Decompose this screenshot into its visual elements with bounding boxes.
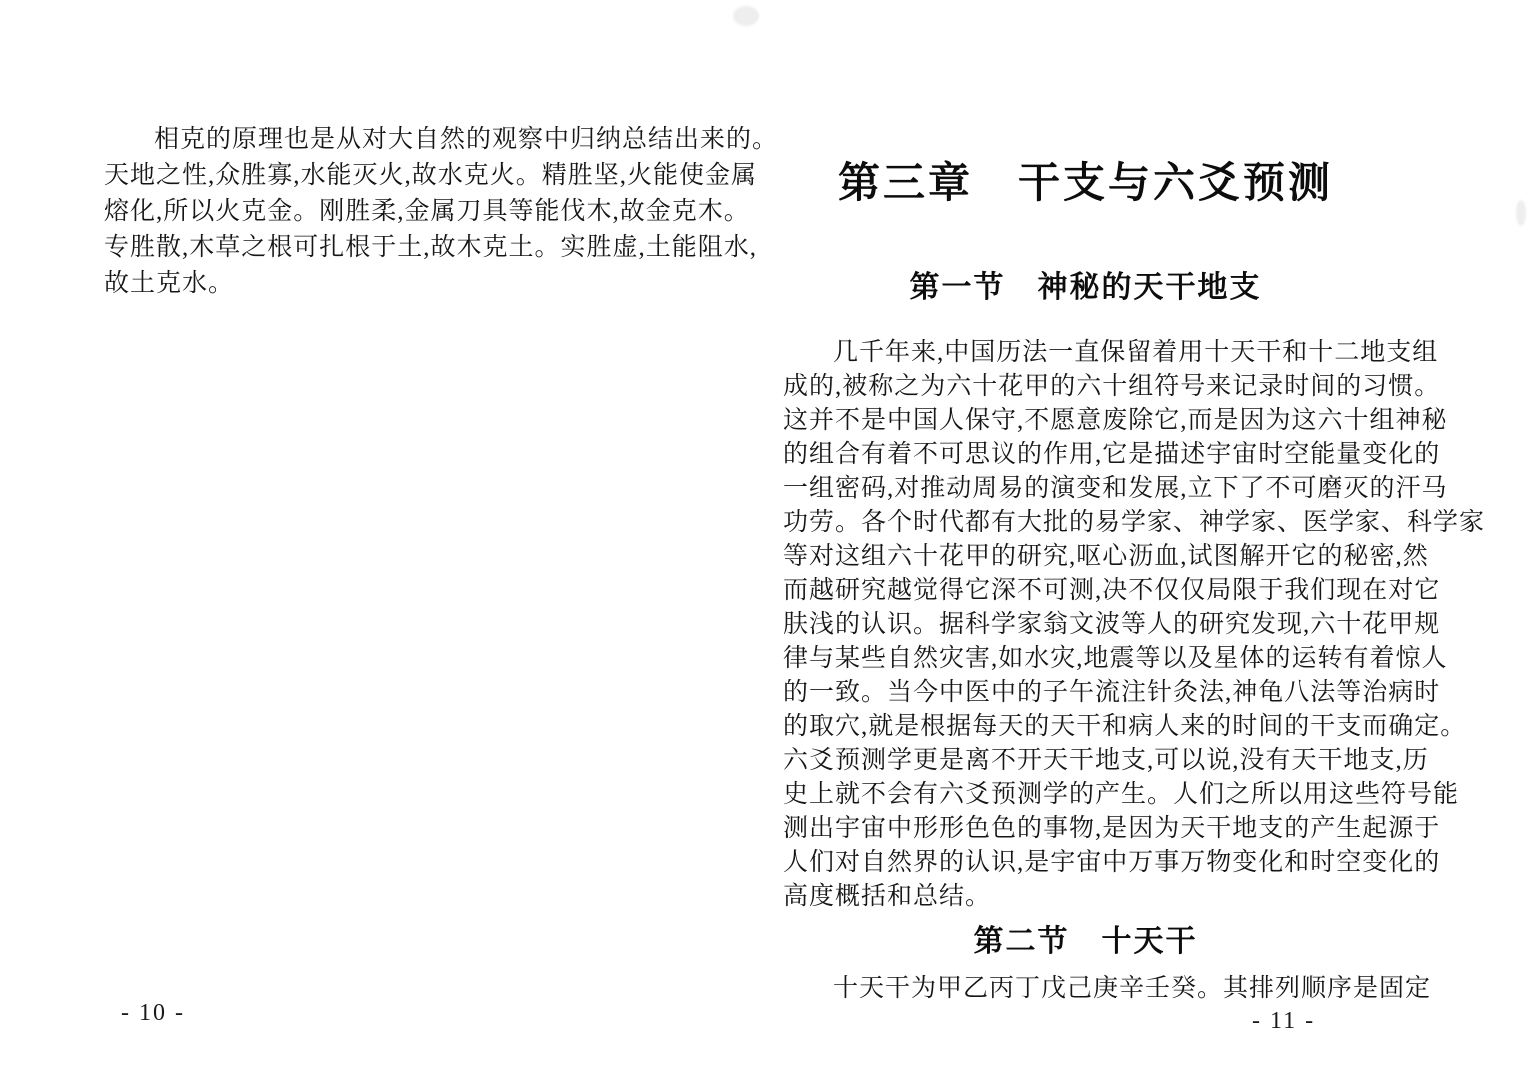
left-page-number: - 10 - (121, 1000, 185, 1026)
text-line: 相克的原理也是从对大自然的观察中归纳总结出来的。 (154, 126, 779, 153)
scan-smudge (1516, 200, 1526, 226)
text-line: 一组密码,对推动周易的演变和发展,立下了不可磨灭的汗马 (783, 475, 1448, 502)
text-line: 测出宇宙中形形色色的事物,是因为天干地支的产生起源于 (783, 815, 1441, 842)
right-page-number: - 11 - (1252, 1008, 1316, 1034)
text-line: 这并不是中国人保守,不愿意废除它,而是因为这六十组神秘 (783, 407, 1448, 434)
text-line: 熔化,所以火克金。刚胜柔,金属刀具等能伐木,故金克木。 (104, 198, 750, 225)
section-2-title: 第二节 十天干 (973, 925, 1198, 958)
text-line: 的一致。当今中医中的子午流注针灸法,神龟八法等治病时 (783, 679, 1441, 706)
text-line: 成的,被称之为六十花甲的六十组符号来记录时间的习惯。 (783, 373, 1441, 400)
text-line: 功劳。各个时代都有大批的易学家、神学家、医学家、科学家 (783, 509, 1486, 536)
text-line: 的取穴,就是根据每天的天干和病人来的时间的干支而确定。 (783, 713, 1467, 740)
text-line: 高度概括和总结。 (783, 883, 992, 910)
text-line: 六爻预测学更是离不开天干地支,可以说,没有天干地支,历 (783, 747, 1429, 774)
chapter-title: 第三章 干支与六爻预测 (837, 159, 1333, 206)
text-line: 人们对自然界的认识,是宇宙中万事万物变化和时空变化的 (783, 849, 1441, 876)
text-line: 肤浅的认识。据科学家翁文波等人的研究发现,六十花甲规 (783, 611, 1441, 638)
text-line: 史上就不会有六爻预测学的产生。人们之所以用这些符号能 (783, 781, 1460, 808)
text-line: 律与某些自然灾害,如水灾,地震等以及星体的运转有着惊人 (783, 645, 1448, 672)
text-line: 故土克水。 (104, 270, 235, 297)
right-page-body-paragraph (783, 336, 1486, 914)
scan-smudge (733, 6, 759, 26)
text-line: 天地之性,众胜寡,水能灭火,故水克火。精胜坚,火能使金属 (104, 162, 758, 189)
section-1-title: 第一节 神秘的天干地支 (909, 271, 1262, 304)
text-line: 而越研究越觉得它深不可测,决不仅仅局限于我们现在对它 (783, 577, 1441, 604)
section-2-first-line: 十天干为甲乙丙丁戊己庚辛壬癸。其排列顺序是固定 (833, 975, 1432, 1002)
text-line: 专胜散,木草之根可扎根于土,故木克土。实胜虚,土能阻水, (104, 234, 758, 261)
text-line: 几千年来,中国历法一直保留着用十天干和十二地支组 (833, 339, 1439, 366)
left-page-paragraph (104, 122, 779, 302)
text-line: 等对这组六十花甲的研究,呕心沥血,试图解开它的秘密,然 (783, 543, 1429, 570)
text-line: 的组合有着不可思议的作用,它是描述宇宙时空能量变化的 (783, 441, 1441, 468)
